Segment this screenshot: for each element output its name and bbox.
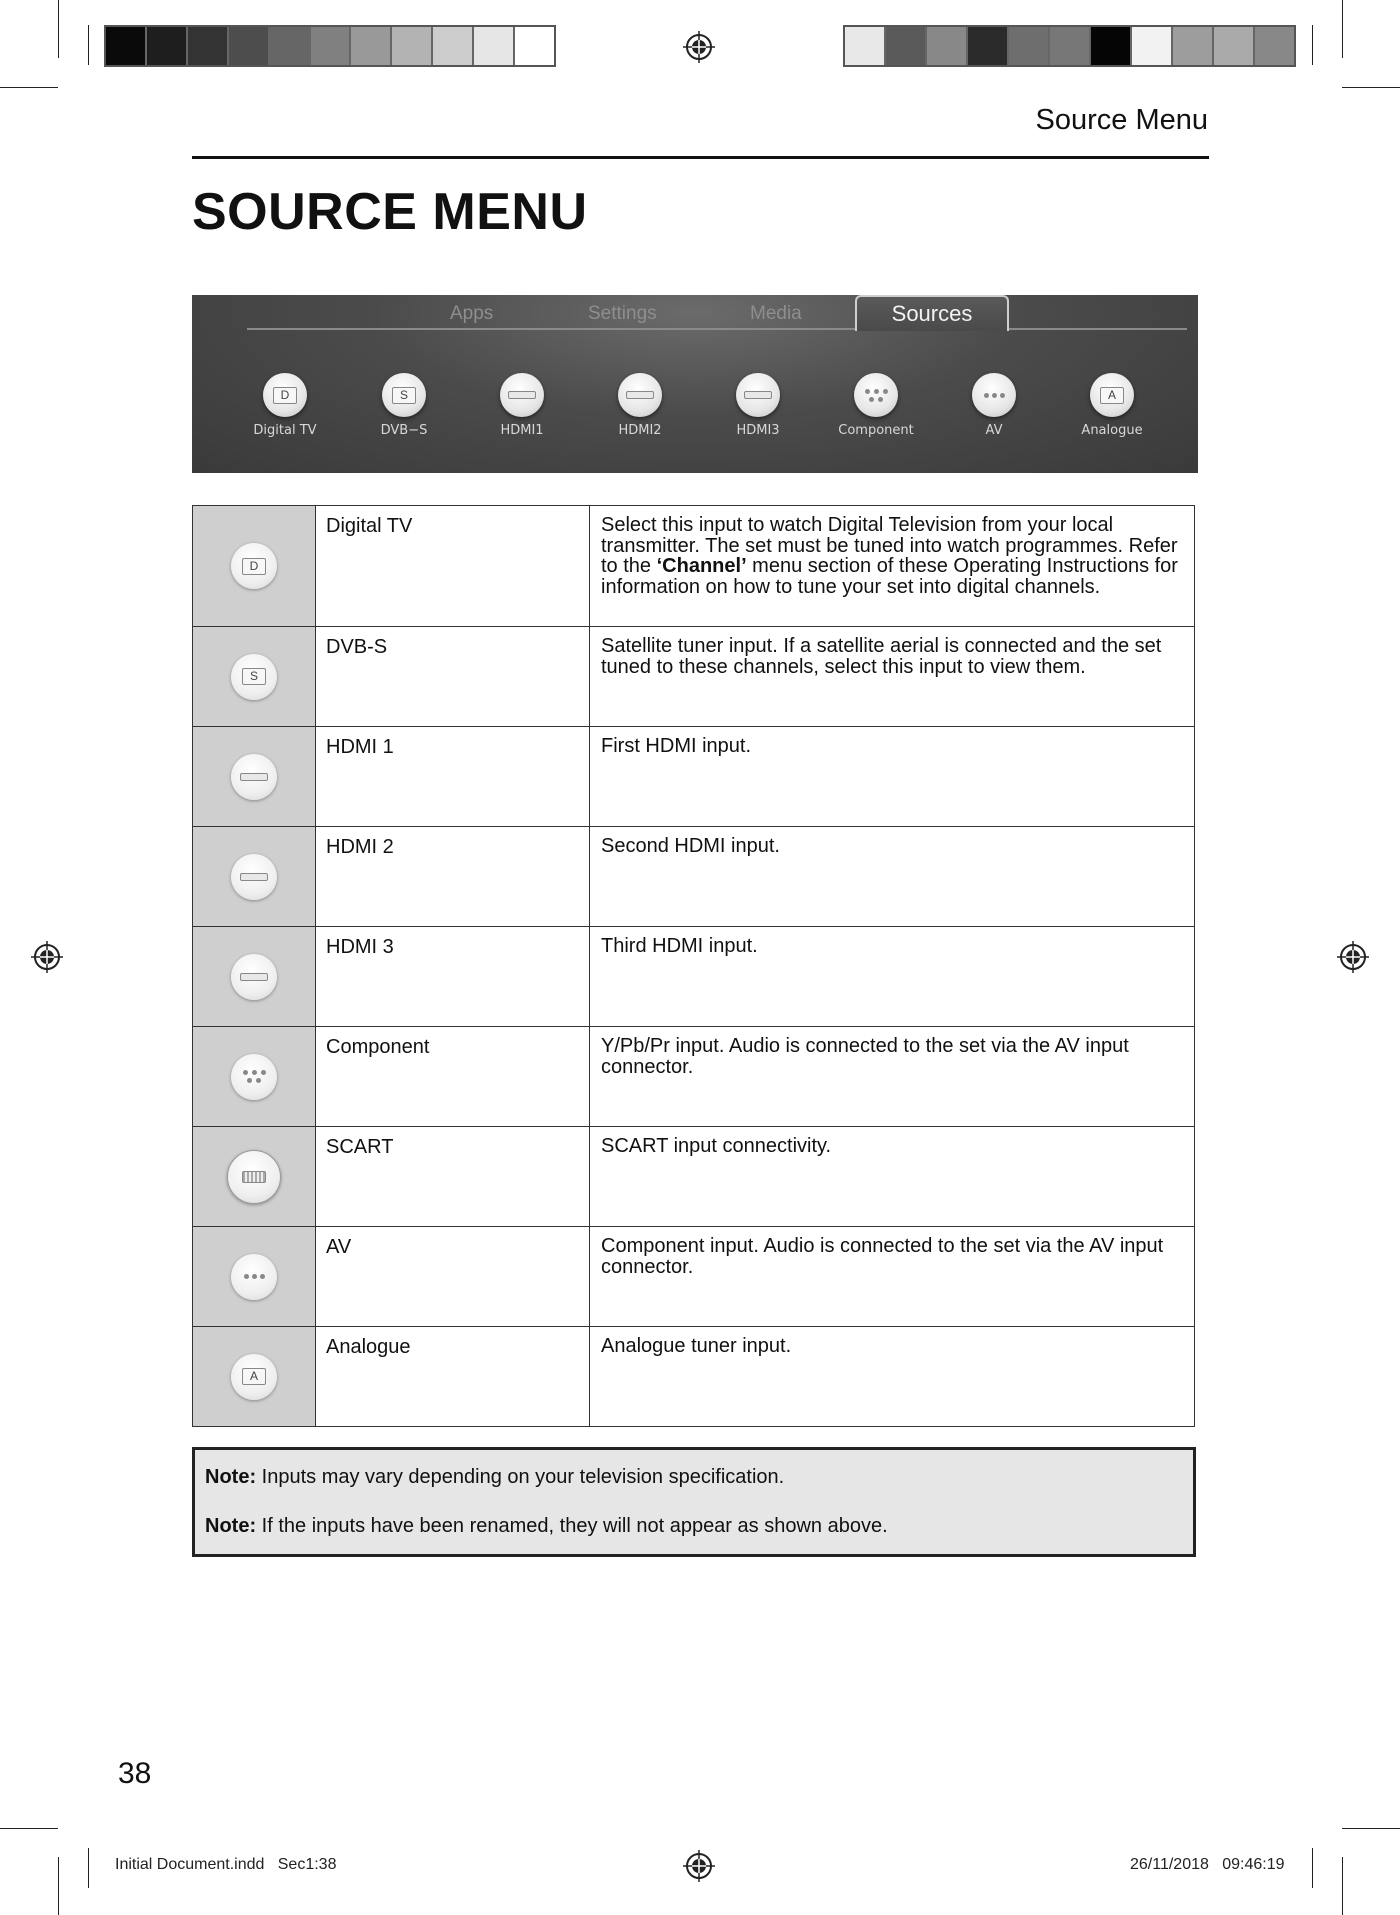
source-description: Component input. Audio is connected to the set via the AV input connector. <box>590 1227 1195 1327</box>
tab-sources: Sources <box>855 295 1009 331</box>
table-row <box>193 727 1195 827</box>
source-label: AV <box>985 423 1003 438</box>
source-name: HDMI 2 <box>316 827 590 927</box>
registration-mark-icon <box>681 1848 717 1884</box>
page-title: SOURCE MENU <box>192 183 588 241</box>
table-row <box>193 1327 1195 1427</box>
tab-settings: Settings <box>588 303 657 324</box>
component-icon <box>865 389 888 402</box>
grayscale-bar-left <box>104 25 556 67</box>
table-row <box>193 1027 1195 1127</box>
note-label: Note: <box>205 1466 257 1488</box>
source-digital-tv <box>235 373 335 438</box>
av-icon <box>244 1274 265 1279</box>
icon-cell <box>193 1327 316 1427</box>
source-description: Third HDMI input. <box>590 927 1195 1027</box>
source-hdmi3 <box>708 373 808 438</box>
icon-cell <box>193 727 316 827</box>
hdmi-icon <box>240 773 268 781</box>
letter-a-icon: A <box>1100 387 1124 404</box>
letter-s-icon: S <box>242 668 266 685</box>
hdmi-icon <box>626 391 654 399</box>
source-component <box>826 373 926 438</box>
source-name: HDMI 1 <box>316 727 590 827</box>
hdmi-icon <box>744 391 772 399</box>
tab-underline <box>247 328 1187 330</box>
table-row <box>193 627 1195 727</box>
source-label: HDMI3 <box>736 423 780 438</box>
table-row <box>193 927 1195 1027</box>
source-label: Digital TV <box>253 423 317 438</box>
note <box>205 1466 1183 1489</box>
source-hdmi1 <box>472 373 572 438</box>
source-description: Select this input to watch Digital Television from your local transmitter. The set must be tuned into watch programmes. Refer to the ‘Channel’ menu section of these Operating Instructions for information on how to tune your set into digital channels. <box>590 506 1195 627</box>
source-description: Second HDMI input. <box>590 827 1195 927</box>
table-row <box>193 1127 1195 1227</box>
icon-cell <box>193 1227 316 1327</box>
icon-cell <box>193 1127 316 1227</box>
source-av <box>944 373 1044 438</box>
source-label: Analogue <box>1081 423 1143 438</box>
icon-cell <box>193 1027 316 1127</box>
registration-mark-icon <box>29 939 65 975</box>
icon-cell <box>193 627 316 727</box>
channel-menu-ref: ‘Channel’ <box>656 555 747 577</box>
icon-cell <box>193 506 316 627</box>
note-text: Inputs may vary depending on your television specification. <box>256 1466 785 1488</box>
tv-source-menu-screenshot <box>192 295 1198 473</box>
running-head: Source Menu <box>1035 104 1208 136</box>
component-icon <box>243 1070 266 1083</box>
hdmi-icon <box>240 873 268 881</box>
note-label: Note: <box>205 1515 257 1537</box>
registration-mark-icon <box>681 29 717 65</box>
icon-cell <box>193 827 316 927</box>
letter-d-icon: D <box>242 558 266 575</box>
registration-mark-icon <box>1335 939 1371 975</box>
source-name: HDMI 3 <box>316 927 590 1027</box>
source-name: Analogue <box>316 1327 590 1427</box>
hdmi-icon <box>508 391 536 399</box>
source-name: Component <box>316 1027 590 1127</box>
page-number: 38 <box>118 1757 152 1790</box>
table-row <box>193 506 1195 627</box>
source-description: Satellite tuner input. If a satellite aerial is connected and the set tuned to these channels, select this input to view them. <box>590 627 1195 727</box>
tab-apps: Apps <box>450 303 494 324</box>
source-table <box>192 505 1195 1427</box>
hdmi-icon <box>240 973 268 981</box>
tab-media: Media <box>750 303 802 324</box>
letter-d-icon: D <box>273 387 297 404</box>
slug-file-info: Initial Document.indd Sec1:38 <box>115 1856 337 1873</box>
source-description: SCART input connectivity. <box>590 1127 1195 1227</box>
source-description: First HDMI input. <box>590 727 1195 827</box>
source-name: AV <box>316 1227 590 1327</box>
source-hdmi2 <box>590 373 690 438</box>
note-text: If the inputs have been renamed, they will not appear as shown above. <box>256 1515 888 1537</box>
grayscale-bar-right <box>843 25 1296 67</box>
table-row <box>193 827 1195 927</box>
source-label: HDMI2 <box>618 423 662 438</box>
source-label: DVB−S <box>380 423 428 438</box>
scart-icon <box>242 1171 266 1183</box>
letter-a-icon: A <box>242 1368 266 1385</box>
letter-s-icon: S <box>392 387 416 404</box>
slug-timestamp: 26/11/2018 09:46:19 <box>1130 1856 1285 1873</box>
source-name: DVB-S <box>316 627 590 727</box>
note-box <box>192 1447 1196 1557</box>
header-rule <box>192 156 1209 159</box>
source-description: Analogue tuner input. <box>590 1327 1195 1427</box>
source-description: Y/Pb/Pr input. Audio is connected to the set via the AV input connector. <box>590 1027 1195 1127</box>
source-dvb-s <box>354 373 454 438</box>
source-label: HDMI1 <box>500 423 544 438</box>
source-name: SCART <box>316 1127 590 1227</box>
av-icon <box>984 393 1005 398</box>
source-analogue <box>1062 373 1162 438</box>
source-label: Component <box>838 423 914 438</box>
icon-cell <box>193 927 316 1027</box>
note <box>205 1515 1183 1538</box>
table-row <box>193 1227 1195 1327</box>
source-name: Digital TV <box>316 506 590 627</box>
